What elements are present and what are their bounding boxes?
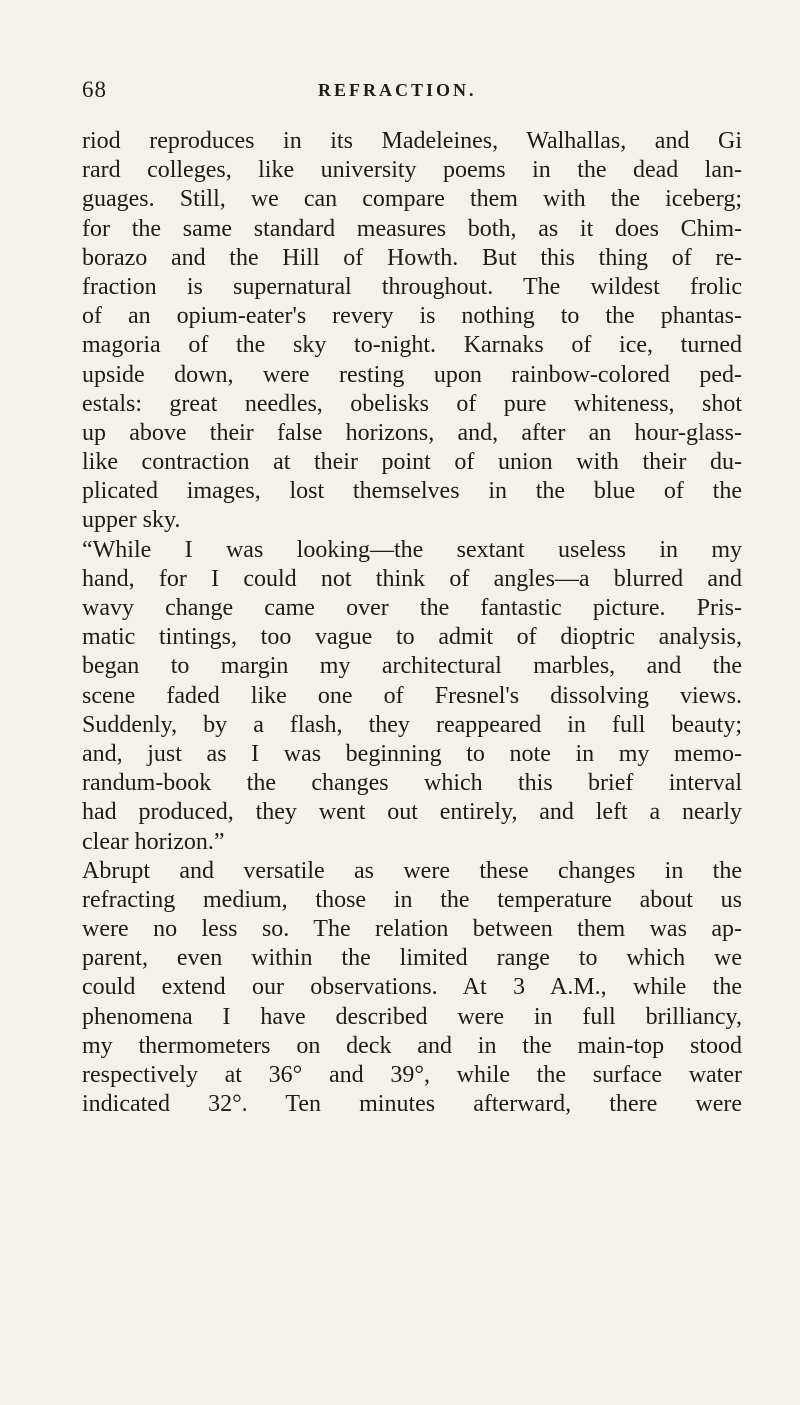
text-line: of an opium-eater's revery is nothing to the phantas- xyxy=(82,303,742,330)
text-line: indicated 32°. Ten minutes afterward, there were xyxy=(82,1091,742,1118)
text-line: scene faded like one of Fresnel's dissolving views. xyxy=(82,682,742,709)
running-head: REFRACTION. xyxy=(318,80,477,100)
text-line: rard colleges, like university poems in the dead lan- xyxy=(82,157,742,184)
text-line: up above their false horizons, and, after an hour-glass- xyxy=(82,419,742,446)
text-line: clear horizon.” xyxy=(82,828,225,855)
page-number: 68 xyxy=(82,77,107,102)
text-line: upside down, were resting upon rainbow-colored ped- xyxy=(82,361,742,388)
text-line: upper sky. xyxy=(82,507,181,534)
text-line: and, just as I was beginning to note in my memo- xyxy=(82,740,742,767)
text-line: phenomena I have described were in full brilliancy, xyxy=(82,1003,742,1030)
body-text xyxy=(82,127,742,1119)
text-line: could extend our observations. At 3 A.M., while the xyxy=(82,974,742,1001)
text-line: fraction is supernatural throughout. The wildest frolic xyxy=(82,273,742,300)
text-line: plicated images, lost themselves in the blue of the xyxy=(82,478,742,505)
page-header xyxy=(82,77,500,107)
text-line: “While I was looking—the sextant useless in my xyxy=(82,536,742,563)
text-line: riod reproduces in its Madeleines, Walhallas, and Gi xyxy=(82,128,742,154)
text-line: Abrupt and versatile as were these changes in the xyxy=(82,857,742,884)
text-line: for the same standard measures both, as it does Chim- xyxy=(82,215,742,242)
text-line: my thermometers on deck and in the main-top stood xyxy=(82,1032,742,1059)
text-line: had produced, they went out entirely, and left a nearly xyxy=(82,799,742,826)
text-line: wavy change came over the fantastic picture. Pris- xyxy=(82,595,742,621)
text-line: randum-book the changes which this brief interval xyxy=(82,770,742,797)
text-line: like contraction at their point of union with their du- xyxy=(82,449,742,476)
text-line: began to margin my architectural marbles, and the xyxy=(82,653,742,680)
text-line: Suddenly, by a flash, they reappeared in full beauty; xyxy=(82,711,742,738)
text-line: magoria of the sky to-night. Karnaks of ice, turned xyxy=(82,332,742,359)
text-line: respectively at 36° and 39°, while the surface water xyxy=(82,1062,742,1088)
text-line: were no less so. The relation between them was ap- xyxy=(82,916,742,943)
text-line: hand, for I could not think of angles—a blurred and xyxy=(82,565,742,592)
text-line: estals: great needles, obelisks of pure whiteness, shot xyxy=(82,390,742,417)
text-line: parent, even within the limited range to which we xyxy=(82,945,742,972)
text-line: guages. Still, we can compare them with the iceberg; xyxy=(82,186,742,213)
text-line: matic tintings, too vague to admit of dioptric analysis, xyxy=(82,624,742,651)
text-line: borazo and the Hill of Howth. But this thing of re- xyxy=(82,244,742,271)
text-line: refracting medium, those in the temperature about us xyxy=(82,886,742,913)
